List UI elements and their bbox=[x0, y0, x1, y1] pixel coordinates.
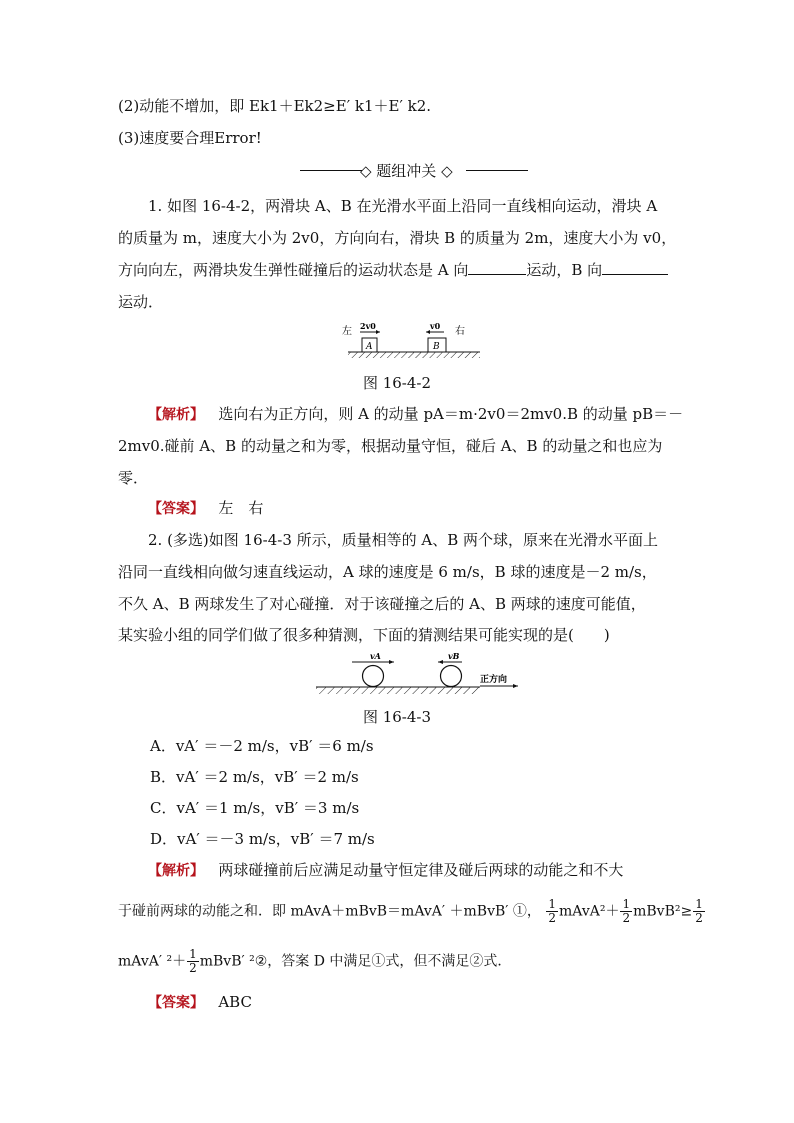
q1-line-1: 1. 如图 16-4-2，两滑块 A、B 在光滑水平面上沿同一直线相向运动，滑块 A bbox=[148, 197, 658, 215]
fig1-vb-arrowhead bbox=[426, 330, 430, 334]
fig2-vb-label: vB bbox=[448, 651, 460, 661]
q1-line-3b: 运动，B 向 bbox=[526, 261, 603, 279]
q1-analysis-text-1: 选向右为正方向，则 A 的动量 pA＝m·2v0＝2mv0.B 的动量 pB＝－ bbox=[218, 405, 684, 423]
q2-option-c[interactable]: C．vA′ ＝1 m/s，vB′ ＝3 m/s bbox=[150, 799, 360, 817]
q1-blank-b[interactable] bbox=[602, 260, 668, 275]
fig2-ball-a bbox=[363, 666, 384, 687]
fig1-ground-hatch bbox=[348, 352, 480, 358]
q1-analysis-line-2: 2mv0.碰前 A、B 的动量之和为零，根据动量守恒，碰后 A、B 的动量之和也应为 bbox=[118, 437, 663, 455]
q2-analysis-line-2 bbox=[118, 898, 706, 925]
q1-line-3 bbox=[118, 260, 668, 280]
q2-line-4: 某实验小组的同学们做了很多种猜测，下面的猜测结果可能实现的是( ) bbox=[118, 626, 610, 644]
q2-analysis-line-1 bbox=[148, 860, 623, 881]
q1-answer: 左 右 bbox=[218, 499, 264, 517]
fig1-right-label: 右 bbox=[455, 326, 465, 337]
q1-analysis-line-1 bbox=[148, 404, 683, 425]
q2-answer-line bbox=[148, 992, 252, 1013]
q1-blank-a[interactable] bbox=[468, 260, 526, 275]
q2-analysis-line-3 bbox=[118, 948, 511, 975]
intro-line-1: (2)动能不增加，即 Ek1＋Ek2≥E′ k1＋E′ k2. bbox=[118, 97, 432, 115]
q2-analysis-text-2b: mAvA²＋ bbox=[559, 903, 620, 920]
q2-line-2: 沿同一直线相向做匀速直线运动，A 球的速度是 6 m/s，B 球的速度是－2 m/s， bbox=[118, 563, 657, 581]
q2-line-1: 2. (多选)如图 16-4-3 所示，质量相等的 A、B 两个球，原来在光滑水平面上 bbox=[148, 531, 659, 549]
fig1-block-a-label: A bbox=[366, 342, 373, 352]
fraction-one-half: $\frac{1}{2}$ bbox=[622, 897, 631, 925]
fig1-left-label: 左 bbox=[342, 326, 352, 337]
fig2-va-arrowhead bbox=[389, 660, 394, 664]
q1-line-4: 运动． bbox=[118, 293, 164, 311]
q1-line-2: 的质量为 m，速度大小为 2v0，方向向右，滑块 B 的质量为 2m，速度大小为 v0， bbox=[118, 229, 677, 247]
fig1-va-arrowhead bbox=[376, 330, 380, 334]
q2-answer: ABC bbox=[218, 993, 252, 1011]
fraction-one-half: $\frac{1}{2}$ bbox=[548, 897, 556, 925]
q1-analysis-tag: 【解析】 bbox=[148, 407, 204, 423]
header-rule-left bbox=[300, 170, 362, 171]
figure-16-4-3 bbox=[312, 650, 522, 698]
fig1-caption: 图 16-4-2 bbox=[362, 374, 432, 392]
q2-analysis-text-1: 两球碰撞前后应满足动量守恒定律及碰后两球的动能之和不大 bbox=[218, 861, 624, 879]
fraction-one-half: $\frac{1}{2}$ bbox=[695, 897, 703, 925]
q1-answer-tag: 【答案】 bbox=[148, 501, 204, 517]
q1-answer-line bbox=[148, 498, 263, 519]
fig2-direction-arrowhead bbox=[513, 684, 518, 688]
fig2-ground-hatch bbox=[316, 687, 480, 694]
figure-16-4-2 bbox=[340, 320, 485, 362]
fig1-vb-label: v0 bbox=[430, 321, 441, 331]
fig2-vb-arrowhead bbox=[438, 660, 443, 664]
fig2-direction-label: 正方向 bbox=[480, 675, 508, 685]
fig1-va-label: 2v0 bbox=[360, 321, 376, 331]
intro-line-2: (3)速度要合理Error! bbox=[118, 129, 262, 147]
q2-analysis-text-3a: mAvA′ ²＋ bbox=[118, 953, 187, 970]
fig1-block-b-label: B bbox=[433, 342, 440, 352]
fig2-va-label: vA bbox=[370, 651, 381, 661]
q1-line-3a: 方向向左，两滑块发生弹性碰撞后的运动状态是 A 向 bbox=[118, 261, 469, 279]
q2-answer-tag: 【答案】 bbox=[148, 995, 204, 1011]
q2-analysis-text-2c: mBvB²≥ bbox=[633, 903, 693, 920]
q2-option-a[interactable]: A．vA′ ＝－2 m/s，vB′ ＝6 m/s bbox=[150, 737, 374, 755]
section-header: ◇ 题组冲关 ◇ bbox=[360, 162, 453, 180]
q2-option-b[interactable]: B．vA′ ＝2 m/s，vB′ ＝2 m/s bbox=[150, 768, 359, 786]
q2-analysis-text-2a: 于碰前两球的动能之和．即 mAvA＋mBvB＝mAvA′ ＋mBvB′ ①， bbox=[118, 903, 541, 920]
q2-analysis-text-3b: mBvB′ ²②，答案 D 中满足①式，但不满足②式． bbox=[199, 953, 512, 970]
q1-analysis-line-3: 零． bbox=[118, 469, 149, 487]
fig2-ball-b bbox=[441, 666, 462, 687]
fraction-one-half: $\frac{1}{2}$ bbox=[189, 947, 197, 975]
header-rule-right bbox=[466, 170, 528, 171]
q2-option-d[interactable]: D．vA′ ＝－3 m/s，vB′ ＝7 m/s bbox=[150, 830, 375, 848]
fig2-caption: 图 16-4-3 bbox=[362, 708, 432, 726]
q2-line-3: 不久 A、B 两球发生了对心碰撞．对于该碰撞之后的 A、B 两球的速度可能值， bbox=[118, 595, 646, 613]
q2-analysis-tag: 【解析】 bbox=[148, 863, 204, 879]
